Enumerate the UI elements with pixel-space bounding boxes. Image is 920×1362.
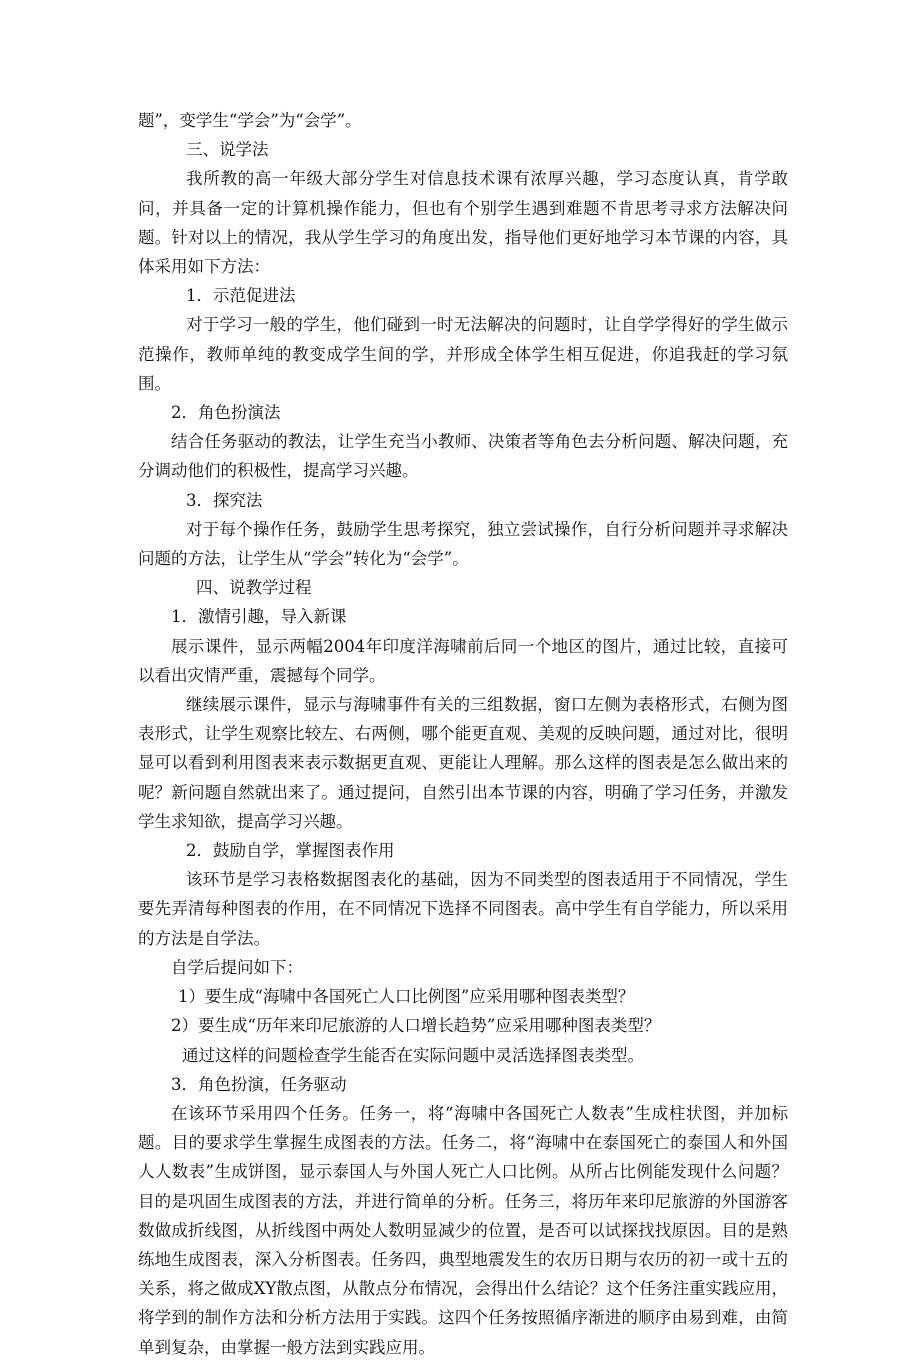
document-page (138, 106, 788, 1362)
list-item-question-1: 1）要生成“海啸中各国死亡人口比例图”应采用哪种图表类型？ (178, 987, 635, 1007)
paragraph-student-analysis: 我所教的高一年级大部分学生对信息技术课有浓厚兴趣，学习态度认真，肯学敢问，并具备一定的计算机操作能力，但也有个别学生遇到难题不肯思考寻求方法解决问题。针对以上的情况，我从学生学习的角度出发，指导他们更好地学习本节课的内容，具体采用如下方法： (138, 169, 788, 277)
list-item-question-2: 2）要生成“历年来印尼旅游的人口增长趋势”应采用哪种图表类型？ (171, 1016, 661, 1036)
paragraph-continuation: 题”，变学生“学会”为“会学”。 (138, 111, 362, 130)
paragraph-questions-intro: 自学后提问如下： (171, 957, 303, 977)
subheading-role-play-method: 2．角色扮演法 (171, 403, 281, 423)
paragraph-continue-courseware: 继续展示课件，显示与海啸事件有关的三组数据，窗口左侧为表格形式，右侧为图表形式，让学生观察比较左、右两侧，哪个能更直观、美观的反映问题，通过对比，很明显可以看到利用图表来表示数据更直观、更能让人理解。那么这样的图表是怎么做出来的呢？新问题自然就出来了。通过提问，自然引出本节课的内容，明确了学习任务，并激发学生求知欲，提高学习兴趣。 (138, 695, 788, 831)
subheading-demonstration-method: 1．示范促进法 (186, 286, 296, 306)
paragraph-self-study: 该环节是学习表格数据图表化的基础，因为不同类型的图表适用于不同情况，学生要先弄清每种图表的作用，在不同情况下选择不同图表。高中学生有自学能力，所以采用的方法是自学法。 (138, 870, 788, 948)
paragraph-demonstration-method: 对于学习一般的学生，他们碰到一时无法解决的问题时，让自学学得好的学生做示范操作，教师单纯的教变成学生间的学，并形成全体学生相互促进，你追我赶的学习氛围。 (138, 315, 788, 393)
section-heading-teaching-process: 四、说教学过程 (196, 578, 312, 598)
subheading-self-study: 2．鼓励自学，掌握图表作用 (186, 841, 395, 861)
section-heading-study-methods: 三、说学法 (186, 140, 269, 160)
paragraph-inquiry-method: 对于每个操作任务，鼓励学生思考探究，独立尝试操作，自行分析问题并寻求解决问题的方法，让学生从“学会”转化为“会学”。 (138, 519, 788, 569)
paragraph-question-check: 通过这样的问题检查学生能否在实际问题中灵活选择图表类型。 (182, 1045, 644, 1065)
paragraph-four-tasks: 在该环节采用四个任务。任务一，将“海啸中各国死亡人数表”生成柱状图，并加标题。目的要求学生掌握生成图表的方法。任务二，将“海啸中在泰国死亡的泰国人和外国人人数表”生成饼图，显示泰国人与外国人死亡人口比例。从所占比例能发现什么问题？目的是巩固生成图表的方法，并进行简单的分析。任务三，将历年来印尼旅游的外国游客数做成折线图，从折线图中两处人数明显减少的位置，是否可以试探找找原因。目的是熟练地生成图表，深入分析图表。任务四，典型地震发生的农历日期与农历的初一或十五的关系，将之做成XY散点图，从散点分布情况，会得出什么结论？这个任务注重实践应用，将学到的制作方法和分析方法用于实践。这四个任务按照循序渐进的顺序由易到难，由简单到复杂，由掌握一般方法到实践应用。 (138, 1103, 788, 1357)
paragraph-role-play-method: 结合任务驱动的教法，让学生充当小教师、决策者等角色去分析问题、解决问题，充分调动他们的积极性，提高学习兴趣。 (138, 432, 788, 481)
subheading-introduction: 1．激情引趣，导入新课 (171, 607, 347, 627)
subheading-inquiry-method: 3．探究法 (186, 490, 263, 510)
subheading-task-driven: 3．角色扮演，任务驱动 (171, 1074, 347, 1094)
paragraph-show-courseware: 展示课件，显示两幅2004年印度洋海啸前后同一个地区的图片，通过比较，直接可以看出灾情严重，震撼每个同学。 (138, 636, 788, 685)
